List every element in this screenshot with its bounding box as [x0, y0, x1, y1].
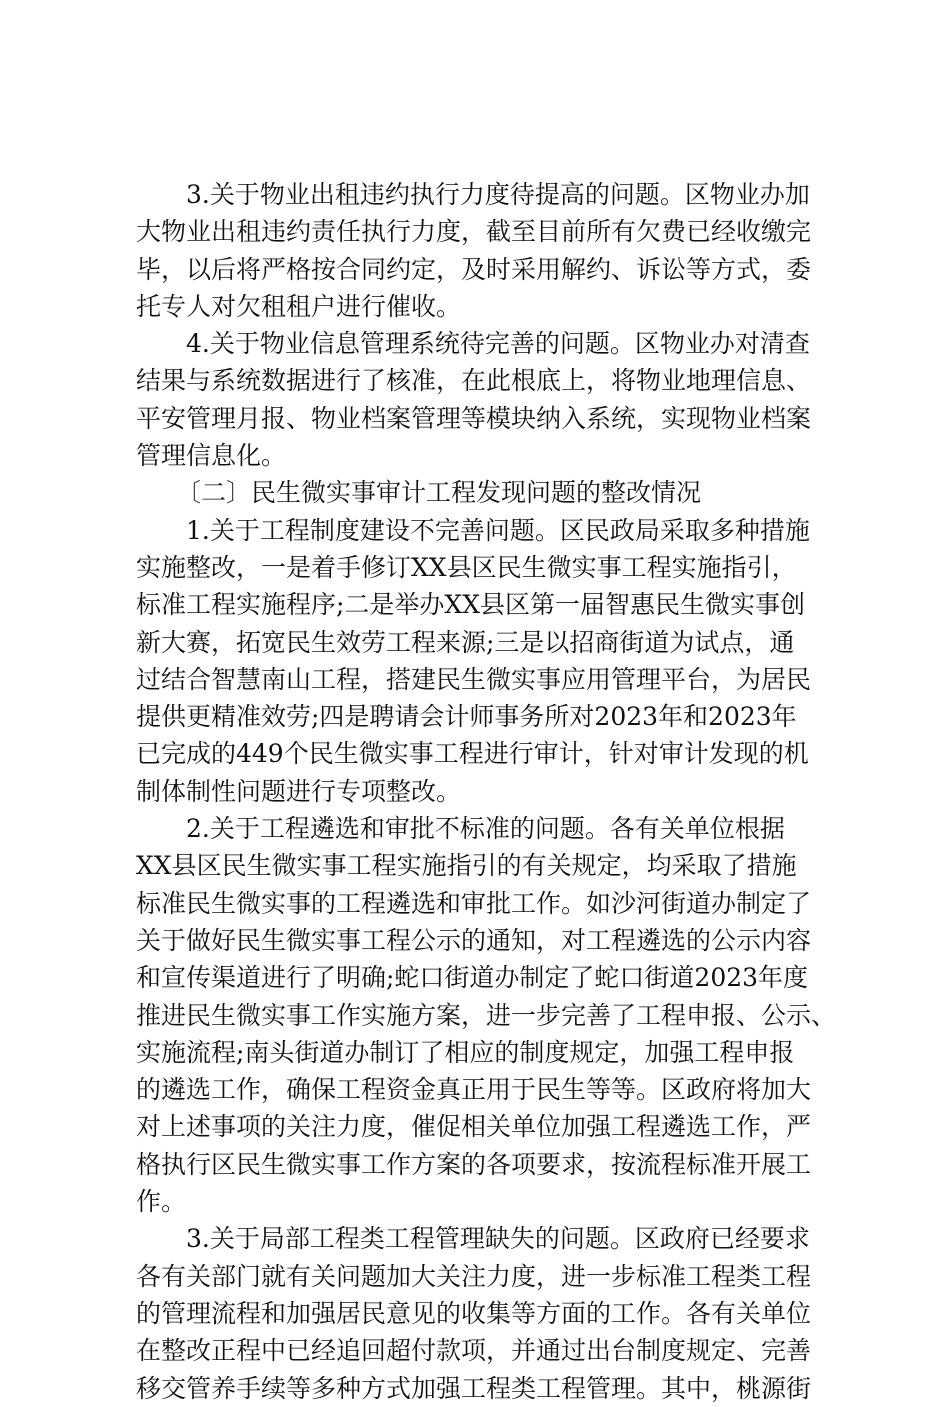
- section-heading: 〔二〕民生微实事审计工程发现问题的整改情况: [176, 478, 702, 508]
- text-line: 3.关于物业出租违约执行力度待提高的问题。区物业办加: [186, 180, 810, 209]
- text-line: 格执行区民生微实事工作方案的各项要求，按流程标准开展工: [136, 1149, 812, 1179]
- text-line: 平安管理月报、物业档案管理等模块纳入系统，实现物业档案: [136, 403, 812, 433]
- text-line: 移交管养手续等多种方式加强工程类工程管理。其中，桃源街: [136, 1373, 812, 1403]
- text-line: 托专人对欠租租户进行催收。: [136, 291, 462, 321]
- section-heading-2: [136, 474, 826, 511]
- text-line: 对上述事项的关注力度，催促相关单位加强工程遴选工作，严: [136, 1112, 812, 1142]
- text-line: 过结合智慧南山工程，搭建民生微实事应用管理平台，为居民: [136, 664, 812, 694]
- text-line: 实施整改，一是着手修订XX县区民生微实事工程实施指引，: [136, 552, 797, 582]
- text-line: 实施流程;南头街道办制订了相应的制度规定，加强工程申报: [136, 1037, 795, 1067]
- text-line: 已完成的449个民生微实事工程进行审计，针对审计发现的机: [136, 739, 809, 769]
- paragraph-item-2-selection-approval: [136, 810, 837, 1220]
- text-line: 作。: [136, 1187, 187, 1217]
- text-line: 标准民生微实事的工程遴选和审批工作。如沙河街道办制定了: [136, 888, 812, 918]
- text-line: 4.关于物业信息管理系统待完善的问题。区物业办对清查: [186, 329, 810, 359]
- paragraph-item-3-engineering-management: [136, 1220, 826, 1406]
- text-line: XX县区民生微实事工程实施指引的有关规定，均采取了措施: [136, 851, 797, 881]
- text-line: 1.关于工程制度建设不完善问题。区民政局采取多种措施: [186, 515, 810, 545]
- paragraph-item-4-info-system: [136, 325, 826, 474]
- text-line: 和宣传渠道进行了明确;蛇口街道办制定了蛇口街道2023年度: [136, 963, 809, 993]
- text-line: 标准工程实施程序;二是举办XX县区第一届智惠民生微实事创: [136, 590, 806, 620]
- text-line: 在整改正程中已经追回超付款项，并通过出台制度规定、完善: [136, 1336, 812, 1366]
- text-line: 大物业出租违约责任执行力度，截至目前所有欠费已经收缴完: [136, 217, 812, 247]
- text-line: 管理信息化。: [136, 441, 287, 471]
- text-line: 2.关于工程遴选和审批不标准的问题。各有关单位根据: [186, 814, 785, 844]
- text-line: 制体制性问题进行专项整改。: [136, 776, 462, 806]
- text-line: 毕，以后将严格按合同约定，及时采用解约、诉讼等方式，委: [136, 254, 812, 284]
- paragraph-item-1-system-building: [136, 512, 826, 810]
- document-body: [136, 176, 837, 1407]
- text-line: 的管理流程和加强居民意见的收集等方面的工作。各有关单位: [136, 1298, 812, 1328]
- text-line: 结果与系统数据进行了核准，在此根底上，将物业地理信息、: [136, 366, 812, 396]
- text-line: 关于做好民生微实事工程公示的通知，对工程遴选的公示内容: [136, 925, 812, 955]
- text-line: 新大赛，拓宽民生效劳工程来源;三是以招商街道为试点，通: [136, 627, 795, 657]
- text-line: 3.关于局部工程类工程管理缺失的问题。区政府已经要求: [186, 1224, 810, 1254]
- text-line: 提供更精准效劳;四是聘请会计师事务所对2023年和2023年: [136, 702, 797, 732]
- text-line: 的遴选工作，确保工程资金真正用于民生等等。区政府将加大: [136, 1075, 812, 1105]
- paragraph-item-3-rental: [136, 176, 826, 325]
- text-line: 推进民生微实事工作实施方案，进一步完善了工程申报、公示、: [136, 1000, 837, 1030]
- text-line: 各有关部门就有关问题加大关注力度，进一步标准工程类工程: [136, 1261, 812, 1291]
